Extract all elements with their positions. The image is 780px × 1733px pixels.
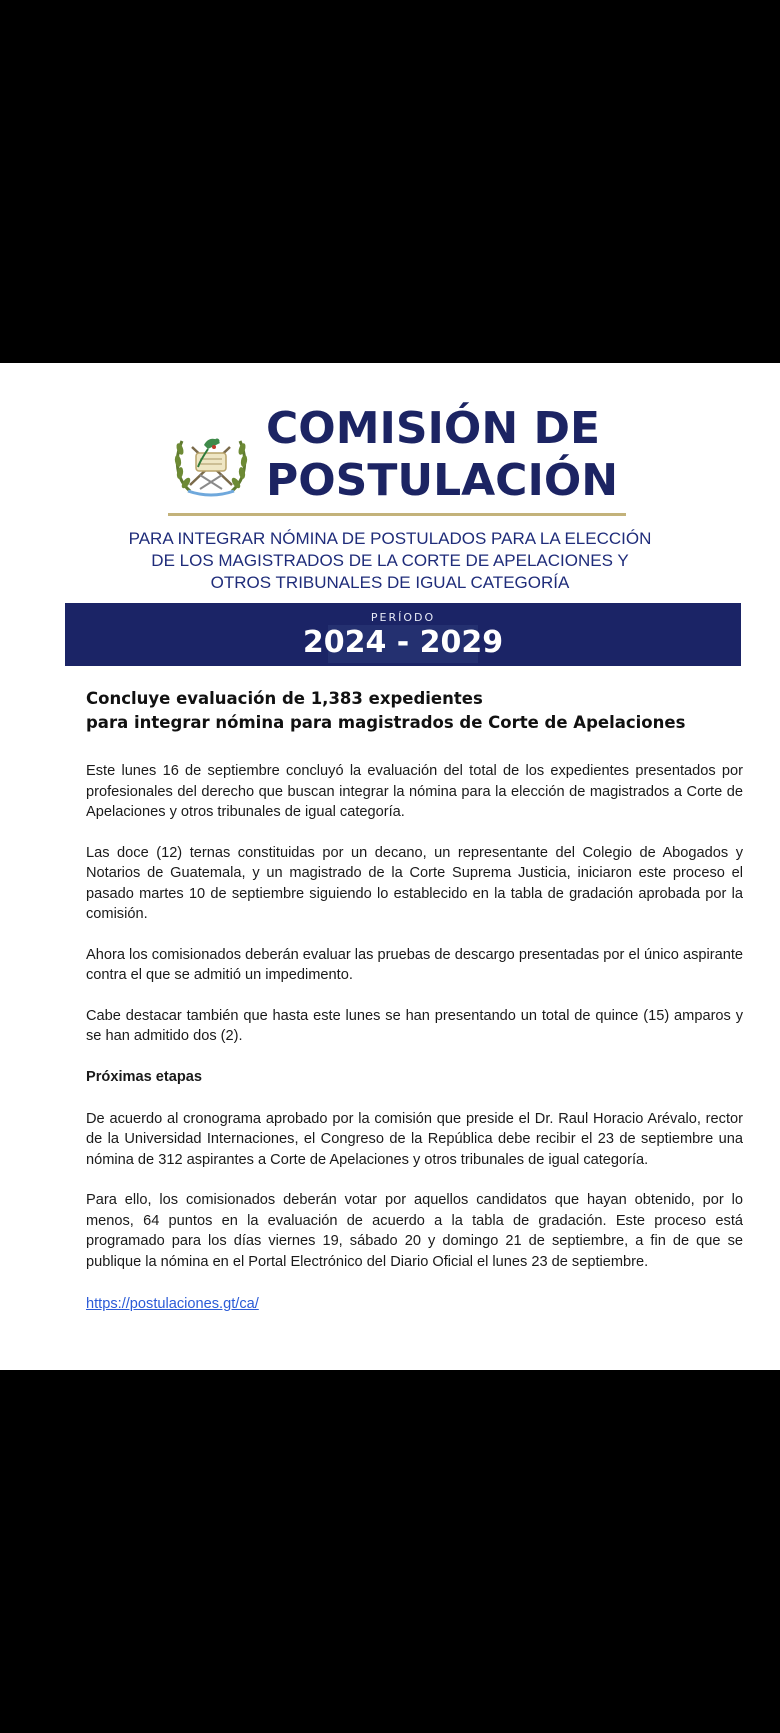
title-line-1: COMISIÓN DE (266, 403, 601, 454)
period-banner (65, 603, 741, 666)
headline (86, 687, 743, 735)
postulaciones-link[interactable]: https://postulaciones.gt/ca/ (86, 1296, 259, 1312)
section-paragraph-1: De acuerdo al cronograma aprobado por la comisión que preside el Dr. Raul Horacio Arévalo, rector de la Universidad Internaciones, el Congreso de la República debe recibir el 23 de septiembre una nómina de 312 aspirantes a Corte de Apelaciones y otros tribunales de igual categoría. (86, 1110, 743, 1168)
document-title (266, 403, 626, 507)
gold-divider (168, 513, 626, 516)
document-body (86, 687, 743, 1314)
paragraph-4: Cabe destacar también que hasta este lunes se han presentando un total de quince (15) amparos y se han admitido dos (2). (86, 1007, 743, 1044)
subtitle-line-3: OTROS TRIBUNALES DE IGUAL CATEGORÍA (210, 573, 570, 592)
period-years: 2024 - 2029 (302, 625, 504, 660)
section-title-proximas-etapas: Próximas etapas (86, 1068, 203, 1085)
period-label: PERÍODO (370, 611, 436, 624)
paragraph-3: Ahora los comisionados deberán evaluar las pruebas de descargo presentadas por el único aspirante contra el que se admitió un impedimento. (86, 946, 743, 983)
press-release-document (0, 363, 780, 1370)
section-paragraph-2: Para ello, los comisionados deberán votar por aquellos candidatos que hayan obtenido, por lo menos, 64 puntos en la evaluación de acuerdo a la tabla de gradación. Este proceso está programado para los días viernes 19, sábado 20 y domingo 21 de septiembre, a fin de que se publique la nómina en el Portal Electrónico del Diario Oficial el lunes 23 de septiembre. (86, 1192, 743, 1270)
title-line-2: POSTULACIÓN (266, 455, 619, 506)
document-header (0, 363, 780, 603)
paragraph-2: Las doce (12) ternas constituidas por un decano, un representante del Colegio de Abogados y Notarios de Guatemala, y un magistrado de la Corte Suprema Justicia, iniciaron este proceso el pasado martes 10 de septiembre siguiendo lo establecido en la tabla de gradación aprobada por la comisión. (86, 844, 743, 922)
headline-line-1: Concluye evaluación de 1,383 expedientes (86, 689, 483, 708)
document-subtitle (100, 528, 680, 594)
paragraph-1: Este lunes 16 de septiembre concluyó la evaluación del total de los expedientes presentados por profesionales del derecho que buscan integrar la nómina para la elección de magistrados a Corte de Apelaciones y otros tribunales de igual categoría. (86, 763, 743, 820)
subtitle-line-2: DE LOS MAGISTRADOS DE LA CORTE DE APELACIONES Y (151, 551, 629, 570)
subtitle-line-1: PARA INTEGRAR NÓMINA DE POSTULADOS PARA LA ELECCIÓN (128, 529, 652, 548)
headline-line-2: para integrar nómina para magistrados de Corte de Apelaciones (86, 713, 686, 732)
guatemala-coat-of-arms-icon (170, 423, 252, 499)
